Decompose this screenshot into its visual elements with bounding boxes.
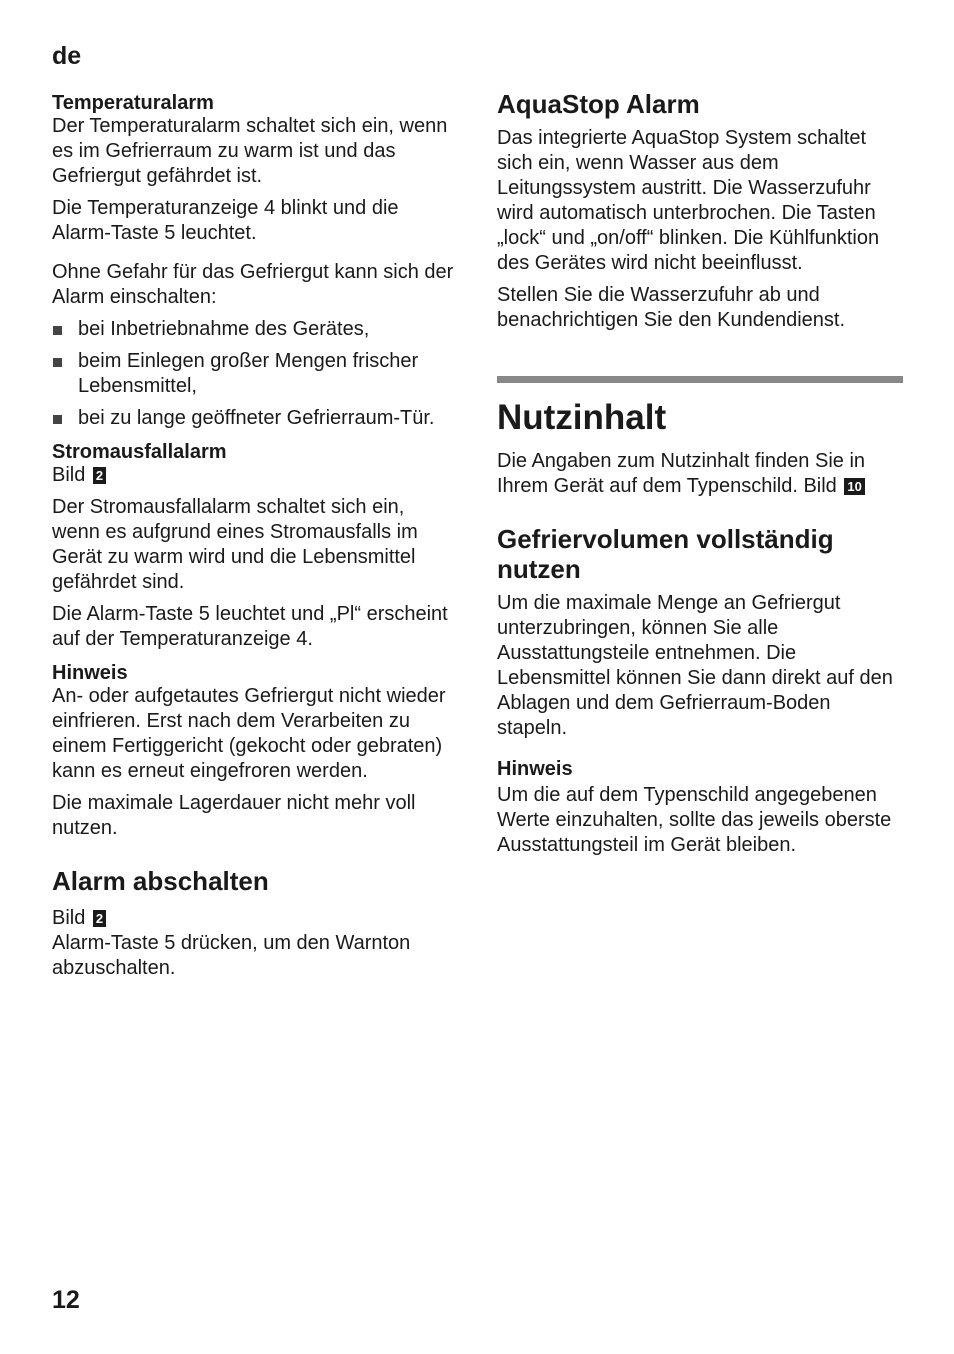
figure-ref-badge: 10: [844, 478, 864, 495]
stromausfallalarm-text-1: Der Stromausfallalarm schaltet sich ein, wenn es aufgrund eines Stromausfalls im Gerät zu warm wird und die Lebensmittel gefährdet sind.: [52, 496, 418, 593]
aquastop-text-2: Stellen Sie die Wasserzufuhr ab und benachrichtigen Sie den Kundendienst.: [497, 284, 846, 331]
list-item-text: bei Inbetriebnahme des Gerätes,: [78, 318, 370, 340]
bild-label: Bild: [52, 464, 86, 486]
page-number: 12: [52, 1286, 80, 1314]
list-item: [52, 349, 456, 399]
alarm-conditions-list: [52, 317, 456, 431]
square-bullet-icon: [53, 358, 62, 367]
nutzinhalt-heading: Nutzinhalt: [497, 398, 667, 437]
square-bullet-icon: [53, 415, 62, 424]
list-item: [52, 406, 456, 431]
list-item: [52, 317, 456, 342]
stromausfallalarm-heading: Stromausfallalarm: [52, 441, 227, 463]
nutzinhalt-text-body: Die Angaben zum Nutzinhalt finden Sie in Ihrem Gerät auf dem Typenschild. Bild: [497, 450, 866, 497]
temperaturalarm-text-3: Ohne Gefahr für das Gefriergut kann sich der Alarm einschalten:: [52, 261, 454, 308]
figure-ref-badge: 2: [93, 467, 106, 484]
gefriervolumen-text: Um die maximale Menge an Gefriergut unterzubringen, können Sie alle Ausstattungsteile entnehmen. Die Lebensmittel können Sie dann direkt auf den Ablagen und dem Gefrierraum-Boden stapeln.: [497, 592, 893, 739]
list-item-text: bei zu lange geöffneter Gefrierraum-Tür.: [78, 407, 435, 429]
nutzinhalt-text: [497, 449, 903, 499]
section-divider: [497, 376, 903, 383]
aquastop-heading: AquaStop Alarm: [497, 89, 700, 119]
temperaturalarm-text-2: Die Temperaturanzeige 4 blinkt und die Alarm-Taste 5 leuchtet.: [52, 197, 399, 244]
alarm-abschalten-text: Alarm-Taste 5 drücken, um den Warnton abzuschalten.: [52, 932, 411, 979]
hinweis-text-2: Die maximale Lagerdauer nicht mehr voll nutzen.: [52, 792, 416, 839]
stromausfallalarm-figure-ref: [52, 463, 456, 488]
right-column: [497, 89, 903, 858]
gefriervolumen-heading: Gefriervolumen vollständig nutzen: [497, 524, 834, 584]
figure-ref-badge: 2: [93, 910, 106, 927]
hinweis-heading: Hinweis: [52, 662, 128, 684]
alarm-abschalten-figure-ref: [52, 906, 456, 931]
alarm-abschalten-heading: Alarm abschalten: [52, 866, 269, 896]
stromausfallalarm-text-2: Die Alarm-Taste 5 leuchtet und „Pl“ erscheint auf der Temperaturanzeige 4.: [52, 603, 448, 650]
aquastop-text-1: Das integrierte AquaStop System schaltet sich ein, wenn Wasser aus dem Leitungssystem austritt. Die Wasserzufuhr wird automatisch unterbrochen. Die Tasten „lock“ und „on/off“ blinken. Die Kühlfunktion des Gerätes wird nicht beeinflusst.: [497, 127, 880, 274]
bild-label: Bild: [52, 907, 86, 929]
square-bullet-icon: [53, 326, 62, 335]
hinweis-heading: Hinweis: [497, 758, 573, 780]
temperaturalarm-text-1: Der Temperaturalarm schaltet sich ein, wenn es im Gefrierraum zu warm ist und das Gefriergut gefährdet ist.: [52, 115, 448, 187]
hinweis-text: Um die auf dem Typenschild angegebenen Werte einzuhalten, sollte das jeweils oberste Ausstattungsteil im Gerät bleiben.: [497, 784, 892, 856]
language-label: de: [52, 42, 82, 70]
hinweis-text-1: An- oder aufgetautes Gefriergut nicht wieder einfrieren. Erst nach dem Verarbeiten zu einem Fertiggericht (gekocht oder gebraten) kann es erneut eingefroren werden.: [52, 685, 446, 782]
temperaturalarm-heading: Temperaturalarm: [52, 92, 214, 114]
left-column: [52, 92, 456, 981]
list-item-text: beim Einlegen großer Mengen frischer Lebensmittel,: [78, 350, 419, 397]
